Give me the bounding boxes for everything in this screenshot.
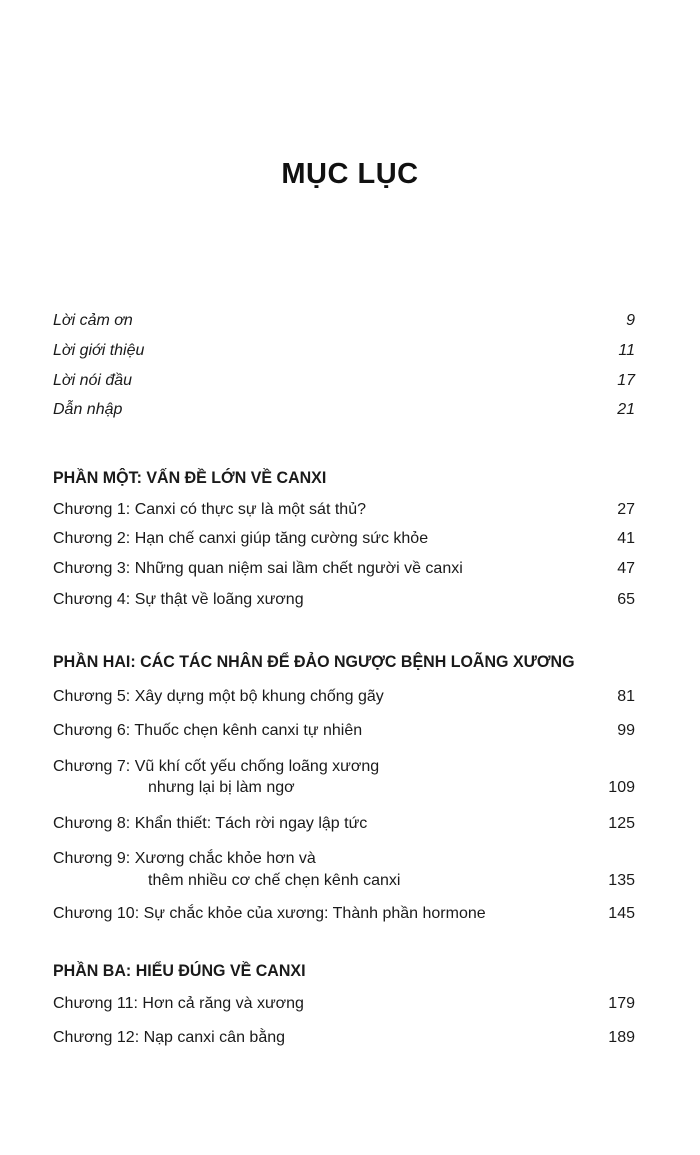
entry-page: 135 (608, 872, 635, 889)
toc-entry (53, 558, 635, 580)
entry-page: 109 (608, 779, 635, 796)
entry-page: 189 (608, 1029, 635, 1046)
entry-label: nhưng lại bị làm ngơ (148, 779, 295, 796)
entry-label: Chương 3: Những quan niệm sai lầm chết người về canxi (53, 560, 463, 577)
entry-label: Chương 1: Canxi có thực sự là một sát thủ? (53, 501, 366, 518)
entry-page: 47 (617, 560, 635, 577)
toc-entry (53, 756, 635, 778)
toc-entry (53, 528, 635, 550)
entry-page: 99 (617, 722, 635, 739)
toc-entry (53, 848, 635, 870)
entry-page: 21 (617, 401, 635, 418)
entry-page: 17 (617, 372, 635, 389)
entry-label: Chương 5: Xây dựng một bộ khung chống gãy (53, 688, 384, 705)
entry-label: Chương 2: Hạn chế canxi giúp tăng cường sức khỏe (53, 530, 429, 547)
toc-entry (53, 310, 635, 332)
toc-entry (53, 686, 635, 708)
part-heading: PHẦN MỘT: VẤN ĐỀ LỚN VỀ CANXI (53, 469, 327, 487)
entry-label: Lời cảm ơn (53, 312, 133, 329)
entry-label: Chương 12: Nạp canxi cân bằng (53, 1029, 286, 1046)
toc-entry (53, 370, 635, 392)
toc-entry-continuation (53, 870, 635, 892)
toc-entry (53, 813, 635, 835)
part-heading: PHẦN BA: HIỂU ĐÚNG VỀ CANXI (53, 962, 306, 980)
entry-label: Dẫn nhập (53, 401, 123, 418)
entry-label: Lời nói đầu (53, 372, 133, 389)
entry-label: Chương 10: Sự chắc khỏe của xương: Thành phần hormone (53, 905, 486, 922)
entry-page: 27 (617, 501, 635, 518)
entry-page: 11 (618, 342, 635, 359)
toc-entry-continuation (53, 777, 635, 799)
entry-label: thêm nhiều cơ chế chẹn kênh canxi (148, 872, 401, 889)
toc-entry (53, 993, 635, 1015)
toc-entry (53, 720, 635, 742)
entry-label: Lời giới thiệu (53, 342, 145, 359)
part-heading: PHẦN HAI: CÁC TÁC NHÂN ĐỂ ĐẢO NGƯỢC BỆNH LOÃNG XƯƠNG (53, 653, 575, 671)
entry-label: Chương 8: Khẩn thiết: Tách rời ngay lập tức (53, 815, 368, 832)
toc-entry (53, 903, 635, 925)
entry-page: 179 (608, 995, 635, 1012)
entry-page: 81 (617, 688, 635, 705)
entry-label: Chương 4: Sự thật về loãng xương (53, 591, 304, 608)
toc-entry (53, 340, 635, 362)
entry-label: Chương 11: Hơn cả răng và xương (53, 995, 304, 1012)
toc-entry (53, 499, 635, 521)
entry-page: 145 (608, 905, 635, 922)
toc-entry (53, 589, 635, 611)
entry-label: Chương 7: Vũ khí cốt yếu chống loãng xương (53, 758, 380, 775)
page-title: MỤC LỤC (281, 158, 419, 190)
toc-entry (53, 1027, 635, 1049)
entry-page: 41 (617, 530, 635, 547)
entry-page: 125 (608, 815, 635, 832)
entry-page: 65 (617, 591, 635, 608)
entry-label: Chương 6: Thuốc chẹn kênh canxi tự nhiên (53, 722, 363, 739)
entry-label: Chương 9: Xương chắc khỏe hơn và (53, 850, 316, 867)
entry-page: 9 (626, 312, 635, 329)
toc-entry (53, 399, 635, 421)
